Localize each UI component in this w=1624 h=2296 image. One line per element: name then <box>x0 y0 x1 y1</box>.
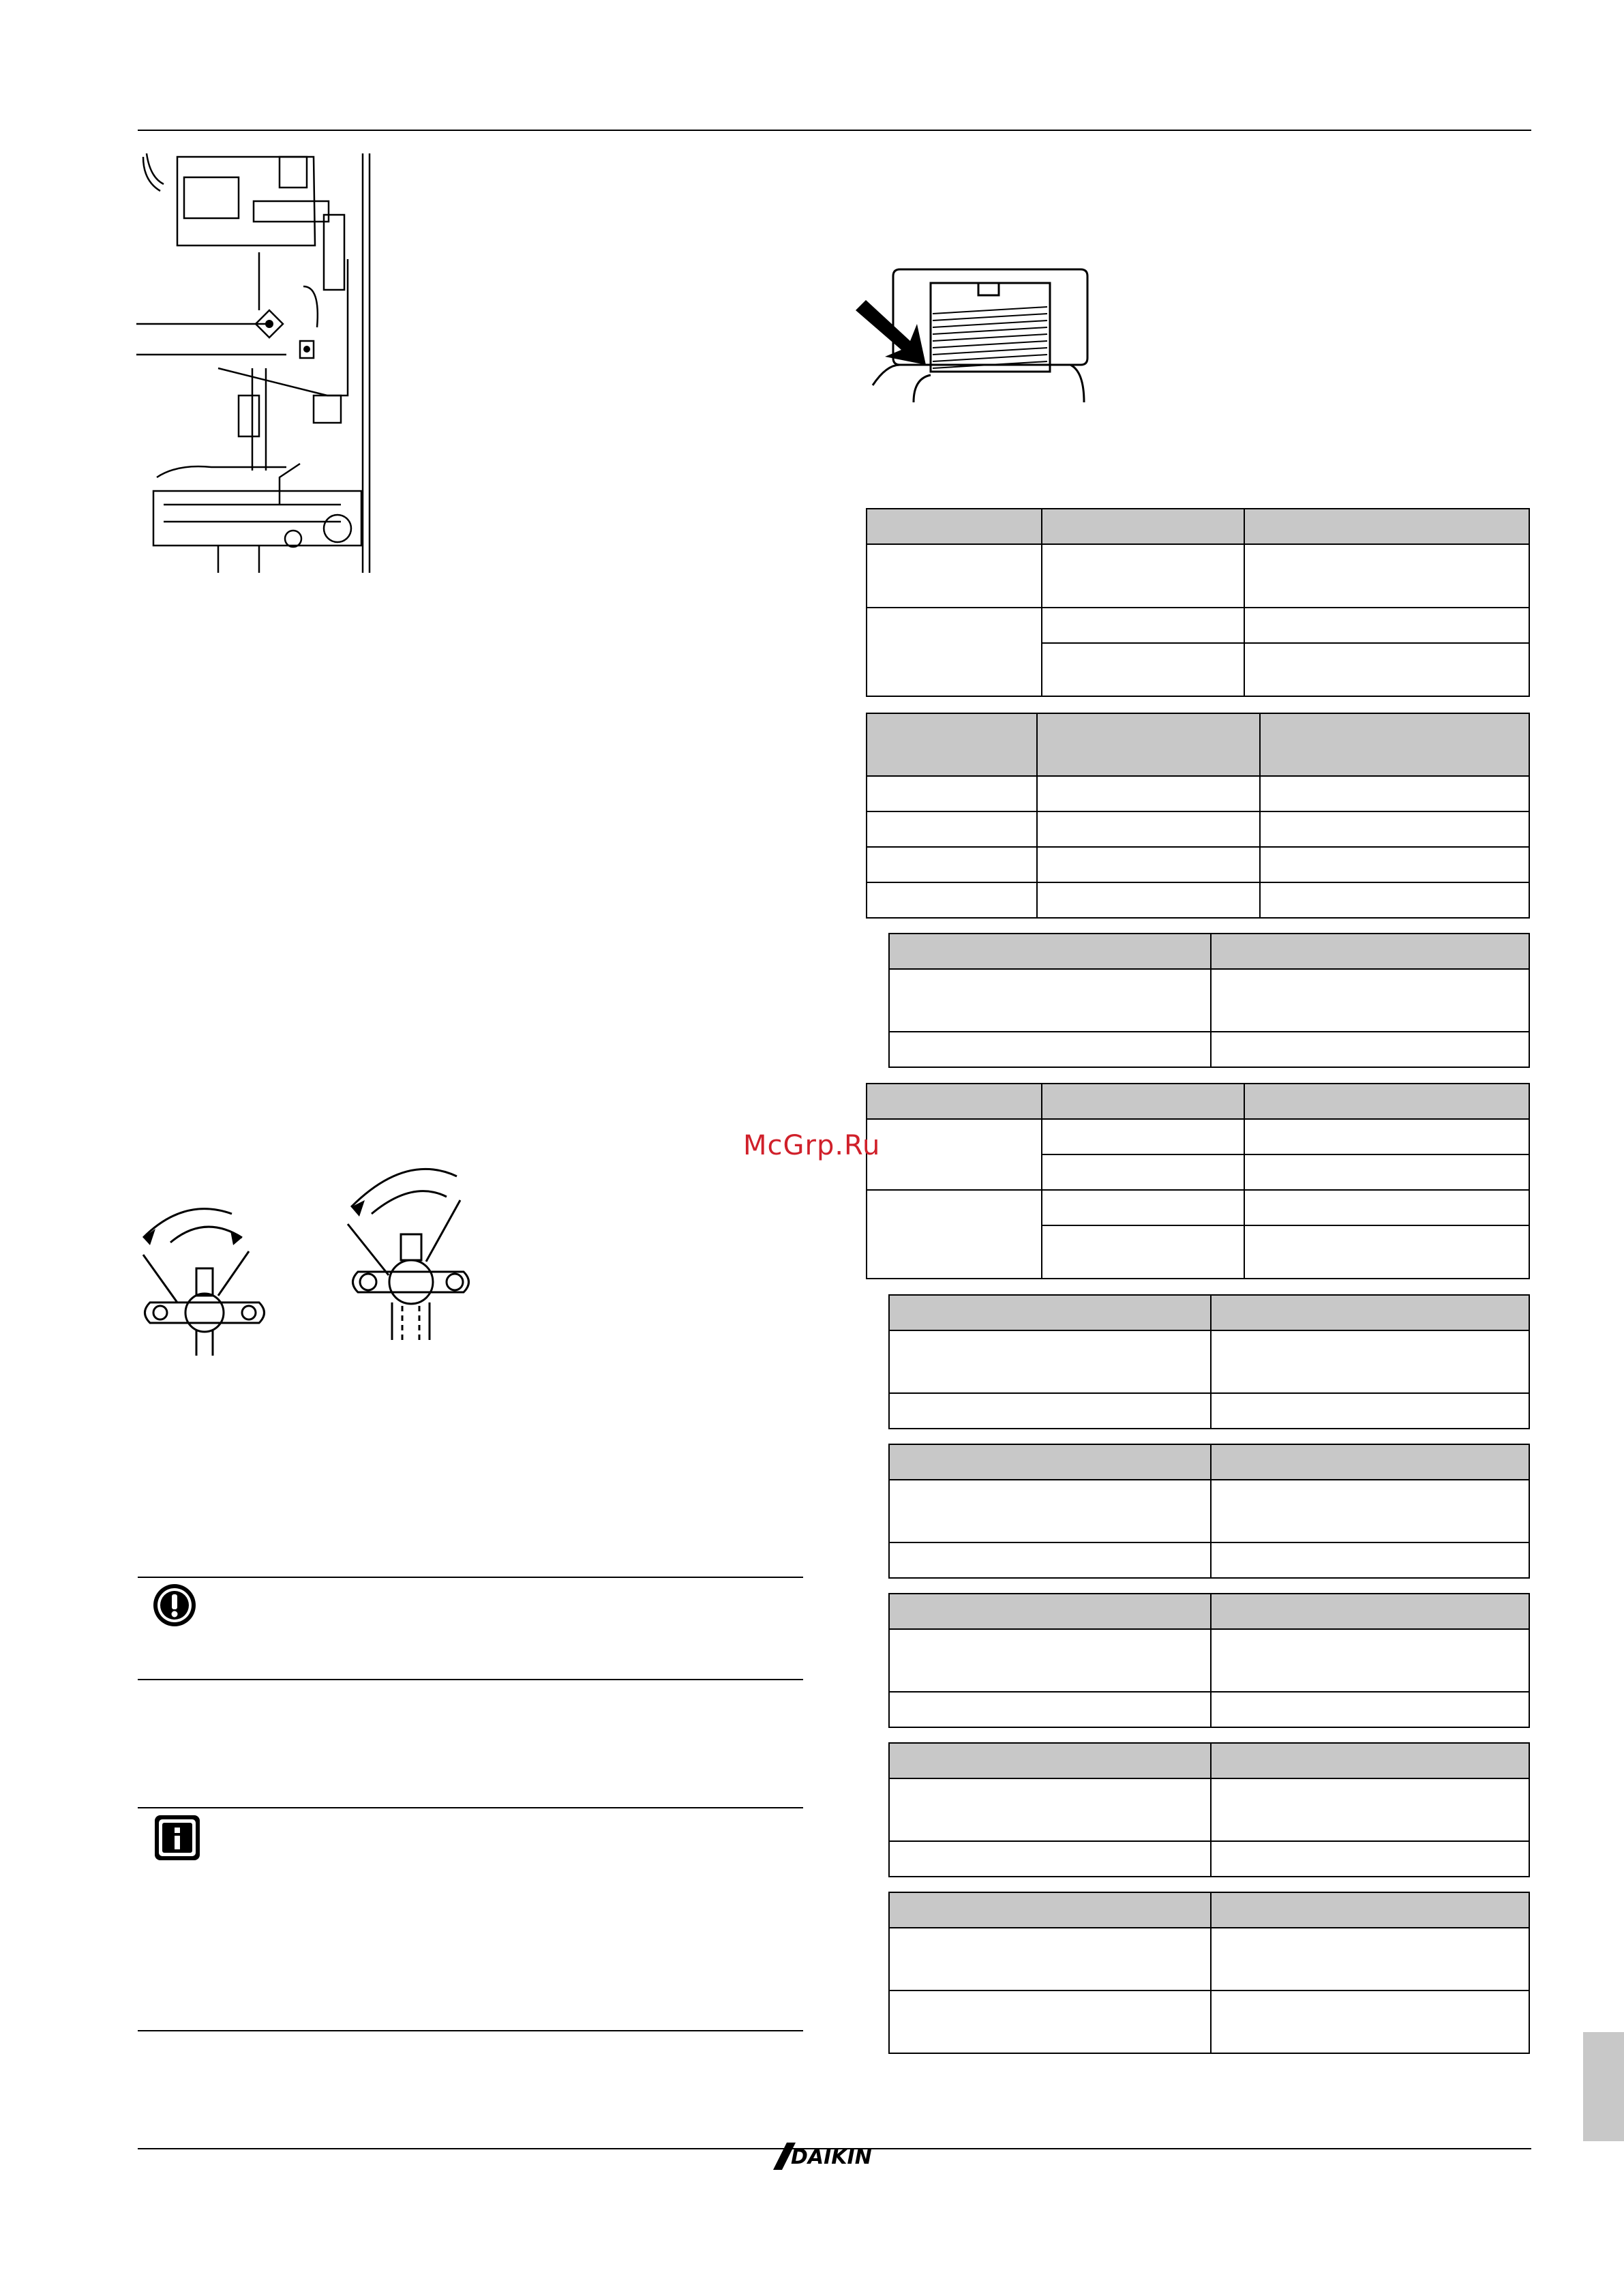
svg-text:DAIKIN: DAIKIN <box>791 2145 872 2169</box>
exclamation-circle-icon <box>151 1582 198 1628</box>
unit-interior-illustration <box>136 150 375 576</box>
arrow-pointer-icon <box>856 300 926 365</box>
spec-table-1 <box>866 508 1530 697</box>
valve-close-illustration <box>337 1159 494 1343</box>
warning-top-rule <box>138 1577 803 1578</box>
spec-table-5 <box>888 1294 1530 1429</box>
side-chapter-tab <box>1583 2032 1624 2141</box>
watermark-text: McGrp.Ru <box>743 1130 881 1161</box>
header-rule <box>138 130 1531 131</box>
info-bottom-rule <box>138 2030 803 2031</box>
spec-table-3 <box>888 933 1530 1068</box>
warning-bottom-rule <box>138 1679 803 1680</box>
spec-table-7 <box>888 1593 1530 1728</box>
spec-table-6 <box>888 1444 1530 1579</box>
spec-table-2 <box>866 713 1530 919</box>
info-top-rule <box>138 1807 803 1808</box>
spec-table-8 <box>888 1742 1530 1877</box>
spec-table-9 <box>888 1892 1530 2054</box>
threaded-fitting-illustration <box>845 263 1111 406</box>
spec-table-4 <box>866 1083 1530 1279</box>
info-square-icon <box>153 1814 201 1862</box>
daikin-logo <box>772 2139 881 2173</box>
valve-open-illustration <box>136 1200 273 1357</box>
